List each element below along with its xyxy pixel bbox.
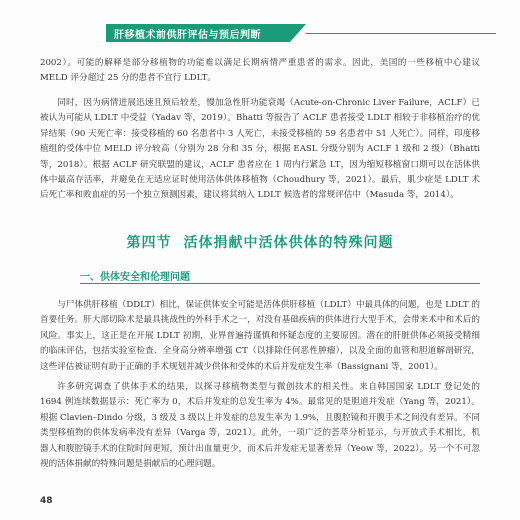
body-paragraph-continued xyxy=(40,56,480,87)
section-title: 活体捐献中活体供体的特殊问题 xyxy=(183,235,394,251)
paragraph: 同时，因为病情进展迅速且预后较差，慢加急性肝功能衰竭（Acute-on-Chronic Liver Failure，ACLF）已被认为可能从 LDLT 中受益（Yadav 等，2019）。Bhatti 等报告了 ACLF 患者接受 LDLT 相较于非移植治疗的优异结果（90 天死亡率：接受移植的 60 名患者中 3 人死亡，未接受移植的 59 名患者中 51 人死亡）。同样，印度移植组的受体中位 MELD 评分较高（分别为 28 分和 35 分，根据 EASL 分级分别为 ACLF 1 级和 2 级）（Bhatti 等，2018）。根据 ACLF 研究联盟的建议，ACLF 患者应在 1 周内行紧急 LT，因为缩短移植窗口期可以在活体供体中最高存活率，并避免在无适应证时使用活体供体移植物（Choudhury 等，2021）。最后，肌少症是 LDLT 术后死亡率和败血症的另一个独立预测因素，建议将其纳入 LDLT 候选者的常规评估中（Masuda 等，2014）。 xyxy=(40,98,480,201)
page-number: 48 xyxy=(40,496,53,506)
body-paragraph-outcomes xyxy=(40,380,480,472)
section-heading xyxy=(40,232,480,256)
section-number: 第四节 xyxy=(126,235,172,251)
body-paragraph-aclf xyxy=(40,96,480,204)
header-rule xyxy=(306,33,496,34)
subsection-heading: 一、供体安全和伦理问题 xyxy=(80,272,190,283)
paragraph: 许多研究调查了供体手术的结果，以探寻移植物类型与微创技术的相关性。来自韩国国家 LDLT 登记处的 1694 例连续数据显示：死亡率为 0，术后并发症的总发生率为 4%。最常见的是胆道并发症（Yang 等，2021）。根据 Clavien–Dindo 分级，3 级及 3 级以上并发症的总发生率为 1.9%，且腹腔镜和开腹手术之间没有差异。不同类型移植物的供体发病率没有差异（Varga 等，2021）。此外，一项广泛的荟萃分析显示，与开放式手术相比，机器人和腹腔镜手术的住院时间更短，预计出血量更少，而术后并发症无显著差异（Yeow 等，2022）。另一个不可忽视的活体捐献的特殊问题是捐献后的心理问题。 xyxy=(40,382,480,470)
body-paragraph-donor-safety xyxy=(40,298,480,375)
header-title: 肝移植术前供肝评估与预后判断 xyxy=(114,30,261,41)
running-header xyxy=(36,24,496,44)
paragraph: 与尸体供肝移植（DDLT）相比，保证供体安全可能是活体供肝移植（LDLT）中最具体的问题，也是 LDLT 的首要任务。肝大部切除术是最具挑战性的外科手术之一，对没有基础疾病的供体进行大型手术，会带来术中和术后的风险。事实上，这正是在开展 LDLT 初期，业界普遍持谨慎和怀疑态度的主要原因。潜在的肝脏供体必须接受精细的临床评估，包括实验室检查、全身高分辨率增强 CT（以排除任何恶性肿瘤），以及全面的血管和胆道解剖研究，这些评估被证明有助于正确的手术规划并减少供体和受体的术后并发症发生率（Bassignani 等，2001）。 xyxy=(40,300,480,372)
paragraph: 2002）。可能的解释是部分移植物的功能难以满足长期病情严重患者的需求。因此，美国的一些移植中心建议 MELD 评分超过 25 分的患者不宜行 LDLT。 xyxy=(40,58,480,84)
subsection-rule xyxy=(80,283,480,284)
